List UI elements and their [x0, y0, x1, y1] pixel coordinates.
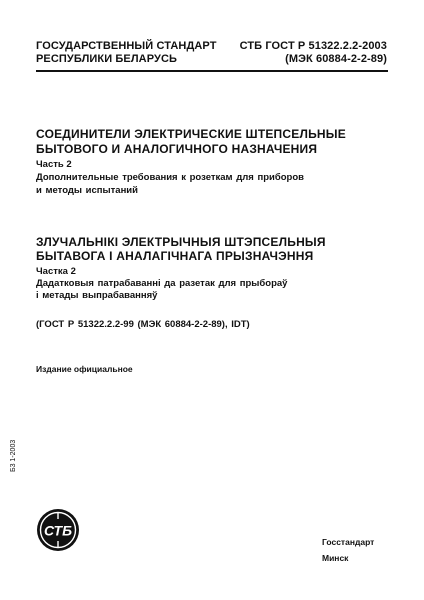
- ru-title-line2: БЫТОВОГО И АНАЛОГИЧНОГО НАЗНАЧЕНИЯ: [36, 142, 318, 156]
- header-iec-number: (МЭК 60884-2-2-89): [285, 53, 387, 65]
- header-rule: [36, 70, 388, 72]
- header-issuer-line1: ГОСУДАРСТВЕННЫЙ СТАНДАРТ: [36, 40, 217, 52]
- edition-label: Издание официальное: [36, 364, 133, 374]
- by-subtitle-line1: Дадатковыя патрабаванні да разетак для прыбораў: [36, 278, 288, 289]
- stb-logo: [36, 508, 80, 552]
- footer-publisher: Госстандарт: [322, 537, 375, 547]
- stb-logo-mark: [36, 508, 80, 552]
- ru-part: Часть 2: [36, 159, 72, 170]
- ru-subtitle-line1: Дополнительные требования к розеткам для приборов: [36, 172, 304, 183]
- by-title-line2: БЫТАВОГА І АНАЛАГІЧНАГА ПРЫЗНАЧЭННЯ: [36, 249, 314, 263]
- header-issuer-line2: РЕСПУБЛИКИ БЕЛАРУСЬ: [36, 53, 177, 65]
- by-subtitle-line2: і метады выпрабаванняў: [36, 290, 158, 301]
- by-title-line1: ЗЛУЧАЛЬНІКІ ЭЛЕКТРЫЧНЫЯ ШТЭПСЕЛЬНЫЯ: [36, 235, 326, 249]
- ru-subtitle-line2: и методы испытаний: [36, 185, 138, 196]
- side-code: Б3 1-2003: [10, 439, 17, 472]
- header-standard-number: СТБ ГОСТ Р 51322.2.2-2003: [239, 40, 387, 52]
- footer-city: Минск: [322, 553, 349, 563]
- ru-title-line1: СОЕДИНИТЕЛИ ЭЛЕКТРИЧЕСКИЕ ШТЕПСЕЛЬНЫЕ: [36, 127, 346, 141]
- by-part: Частка 2: [36, 266, 76, 277]
- identity-statement: (ГОСТ Р 51322.2.2-99 (МЭК 60884-2-2-89), IDT): [36, 319, 250, 330]
- stb-logo-text: СТБ: [43, 522, 73, 539]
